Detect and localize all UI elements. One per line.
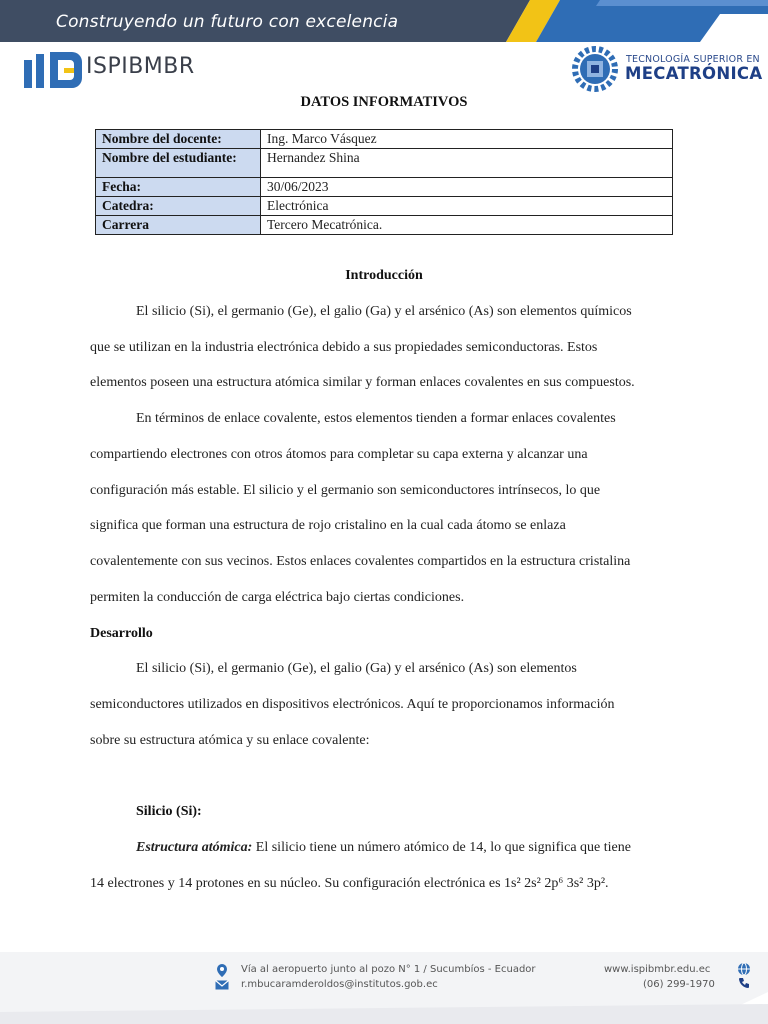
paragraph-text: El silicio tiene un número atómico de 14, lo que significa que tiene [252,840,631,855]
globe-icon [737,962,751,976]
footer-email[interactable]: r.mbucaramderoldos@institutos.gob.ec [241,979,438,990]
paragraph-line: que se utilizan en la industria electrónica debido a sus propiedades semiconductoras. Estos [90,340,598,355]
desarrollo-heading: Desarrollo [90,626,153,641]
table-row [96,197,673,216]
paragraph-line: En términos de enlace covalente, estos elementos tienden a formar enlaces covalentes [136,411,616,426]
paragraph-line: elementos poseen una estructura atómica similar y forman enlaces covalentes en sus compuestos. [90,375,635,390]
table-key: Carrera [96,216,261,235]
table-value: 30/06/2023 [261,178,673,197]
footer-phone: (06) 299-1970 [643,979,715,990]
footer-address: Vía al aeropuerto junto al pozo N° 1 / Sucumbíos - Ecuador [241,964,536,975]
term-label: Estructura atómica: [136,840,253,855]
paragraph-line: El silicio (Si), el germanio (Ge), el galio (Ga) y el arsénico (As) son elementos [136,661,577,676]
table-key: Catedra: [96,197,261,216]
paragraph-line: configuración más estable. El silicio y el germanio son semiconductores intrínsecos, lo que [90,483,601,498]
ispibmbr-logo [22,46,212,92]
table-key: Nombre del estudiante: [96,149,261,178]
table-value: Tercero Mecatrónica. [261,216,673,235]
table-value: Electrónica [261,197,673,216]
footer [0,952,768,1024]
header-banner [0,0,768,46]
paragraph-line: covalentemente con sus vecinos. Estos enlaces covalentes compartidos en la estructura cristalina [90,554,631,569]
gear-chip-icon [568,46,622,92]
location-icon [216,963,228,977]
table-value: Ing. Marco Vásquez [261,130,673,149]
header-slogan: Construyendo un futuro con excelencia [56,12,399,32]
info-table [95,129,673,235]
paragraph-line: El silicio (Si), el germanio (Ge), el galio (Ga) y el arsénico (As) son elementos químicos [136,304,632,319]
ispibmbr-logo-icon [22,46,84,92]
logo-subtitle: TECNOLOGÍA SUPERIOR EN [626,54,760,65]
paragraph-line: compartiendo electrones con otros átomos para completar su capa externa y alcanzar una [90,447,588,462]
paragraph-line: 14 electrones y 14 protones en su núcleo. Su configuración electrónica es 1s² 2s² 2p⁶ 3s² 3p². [90,876,609,891]
footer-website[interactable]: www.ispibmbr.edu.ec [604,964,711,975]
paragraph-line [136,840,631,856]
table-key: Fecha: [96,178,261,197]
mecatronica-logo [568,44,763,94]
table-row [96,178,673,197]
phone-icon [738,977,750,989]
paragraph-line: permiten la conducción de carga eléctrica bajo ciertas condiciones. [90,590,465,605]
table-row [96,216,673,235]
brand-name: ISPIBMBR [86,54,195,79]
table-row [96,130,673,149]
table-row [96,149,673,178]
document-title: DATOS INFORMATIVOS [300,94,468,110]
table-value: Hernandez Shina [261,149,673,178]
silicio-heading: Silicio (Si): [136,804,202,819]
table-key: Nombre del docente: [96,130,261,149]
logo-title: MECATRÓNICA [625,64,763,83]
paragraph-line: semiconductores utilizados en dispositivos electrónicos. Aquí te proporcionamos información [90,697,615,712]
paragraph-line: significa que forman una estructura de rojo cristalino en la cual cada átomo se enlaza [90,518,566,533]
email-icon [215,980,229,990]
intro-heading: Introducción [345,268,423,283]
paragraph-line: sobre su estructura atómica y su enlace covalente: [90,733,370,748]
